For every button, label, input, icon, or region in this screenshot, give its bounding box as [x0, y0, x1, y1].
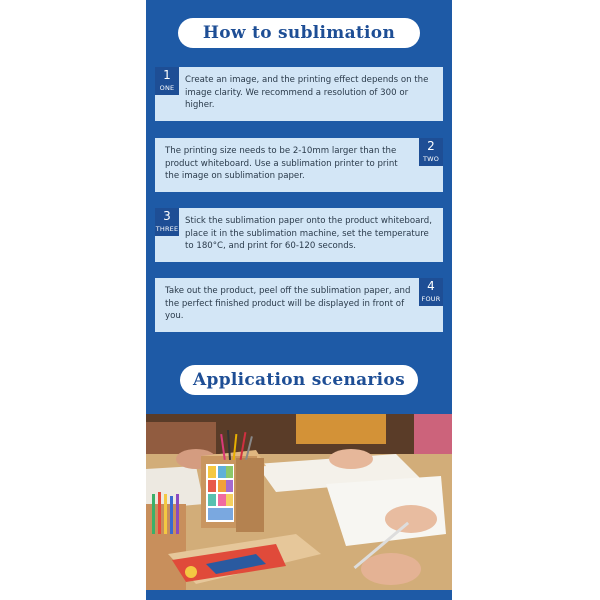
step-1-word: ONE: [159, 84, 175, 92]
step-4-word: FOUR: [421, 295, 441, 303]
step-4-card: [155, 278, 443, 332]
step-1-badge: [155, 67, 179, 95]
step-3-word: THREE: [155, 225, 179, 233]
step-1-number: 1: [163, 68, 171, 82]
step-2-number: 2: [427, 139, 435, 153]
step-4-number: 4: [427, 279, 435, 293]
step-1-text: Create an image, and the printing effect depends on the image clarity. We recommend a resolution of 300 or higher.: [185, 75, 429, 111]
application-photo: [146, 414, 452, 590]
step-3-card: [155, 208, 443, 262]
step-2-card: [155, 138, 443, 192]
step-3-number: 3: [163, 209, 171, 223]
step-2-word: TWO: [422, 155, 440, 163]
step-2-text: The printing size needs to be 2-10mm larger than the product whiteboard. Use a sublimation printer to print the image on sublimation paper.: [165, 146, 398, 182]
step-2-badge: [419, 138, 443, 166]
step-4-badge: [419, 278, 443, 306]
step-3-badge: [155, 208, 179, 236]
step-4-text: Take out the product, peel off the sublimation paper, and the perfect finished product will be displayed in front of you.: [165, 286, 411, 322]
application-photo-illustration: [146, 414, 452, 590]
application-heading: Application scenarios: [180, 365, 418, 395]
content-panel: [146, 0, 452, 600]
how-to-heading: How to sublimation: [178, 18, 420, 48]
bottom-strip: [146, 590, 452, 600]
step-3-text: Stick the sublimation paper onto the product whiteboard, place it in the sublimation machine, set the temperature to 180°C, and print for 60-120 seconds.: [185, 216, 432, 252]
step-1-card: [155, 67, 443, 121]
